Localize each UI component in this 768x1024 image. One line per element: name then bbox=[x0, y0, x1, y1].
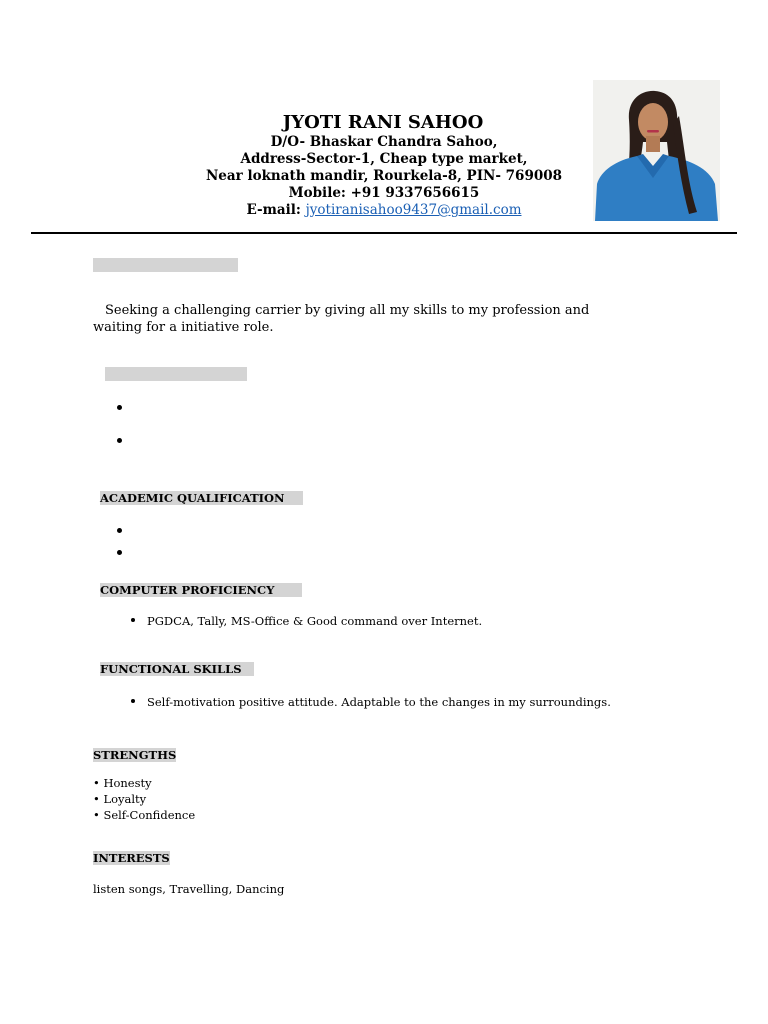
email-label: E-mail bbox=[246, 202, 296, 218]
empty-bullet bbox=[117, 528, 122, 533]
empty-bullet bbox=[117, 438, 122, 443]
profile-photo bbox=[593, 80, 720, 221]
parent-line: D/O- Bhaskar Chandra Sahoo, bbox=[270, 134, 498, 150]
strength-item: • Self-Confidence bbox=[93, 808, 196, 822]
functional-heading: FUNCTIONAL SKILLS bbox=[100, 662, 254, 676]
functional-item: Self-motivation positive attitude. Adaptable to the changes in my surroundings. bbox=[147, 695, 611, 709]
address-line-2: Near loknath mandir, Rourkela-8, PIN- 769008 bbox=[205, 168, 563, 184]
section-heading-bar bbox=[105, 367, 247, 381]
interests-heading: INTERESTS bbox=[93, 851, 170, 865]
empty-bullet bbox=[117, 405, 122, 410]
header-divider bbox=[31, 232, 737, 234]
computer-heading: COMPUTER PROFICIENCY bbox=[100, 583, 302, 597]
list-bullet bbox=[131, 618, 135, 622]
objective-heading-bar bbox=[93, 258, 238, 272]
mobile-line: Mobile: +91 9337656615 bbox=[288, 185, 480, 201]
list-bullet bbox=[131, 699, 135, 703]
academic-heading: ACADEMIC QUALIFICATION bbox=[100, 491, 303, 505]
strength-item: • Honesty bbox=[93, 776, 152, 790]
objective-text: Seeking a challenging carrier by giving all my skills to my profession and waiting for a initiative role. bbox=[93, 303, 590, 335]
strengths-heading: STRENGTHS bbox=[93, 748, 177, 762]
interests-text: listen songs, Travelling, Dancing bbox=[93, 882, 285, 896]
profile-photo-illustration bbox=[593, 80, 720, 221]
strength-item: • Loyalty bbox=[93, 792, 147, 806]
candidate-name: JYOTI RANI SAHOO bbox=[282, 112, 484, 133]
email-link[interactable]: jyotiranisahoo9437@gmail.com bbox=[305, 202, 522, 218]
computer-item: PGDCA, Tally, MS-Office & Good command over Internet. bbox=[147, 614, 483, 628]
address-line-1: Address-Sector-1, Cheap type market, bbox=[240, 151, 528, 167]
empty-bullet bbox=[117, 550, 122, 555]
email-line: E-mail: jyotiranisahoo9437@gmail.com bbox=[246, 202, 522, 218]
